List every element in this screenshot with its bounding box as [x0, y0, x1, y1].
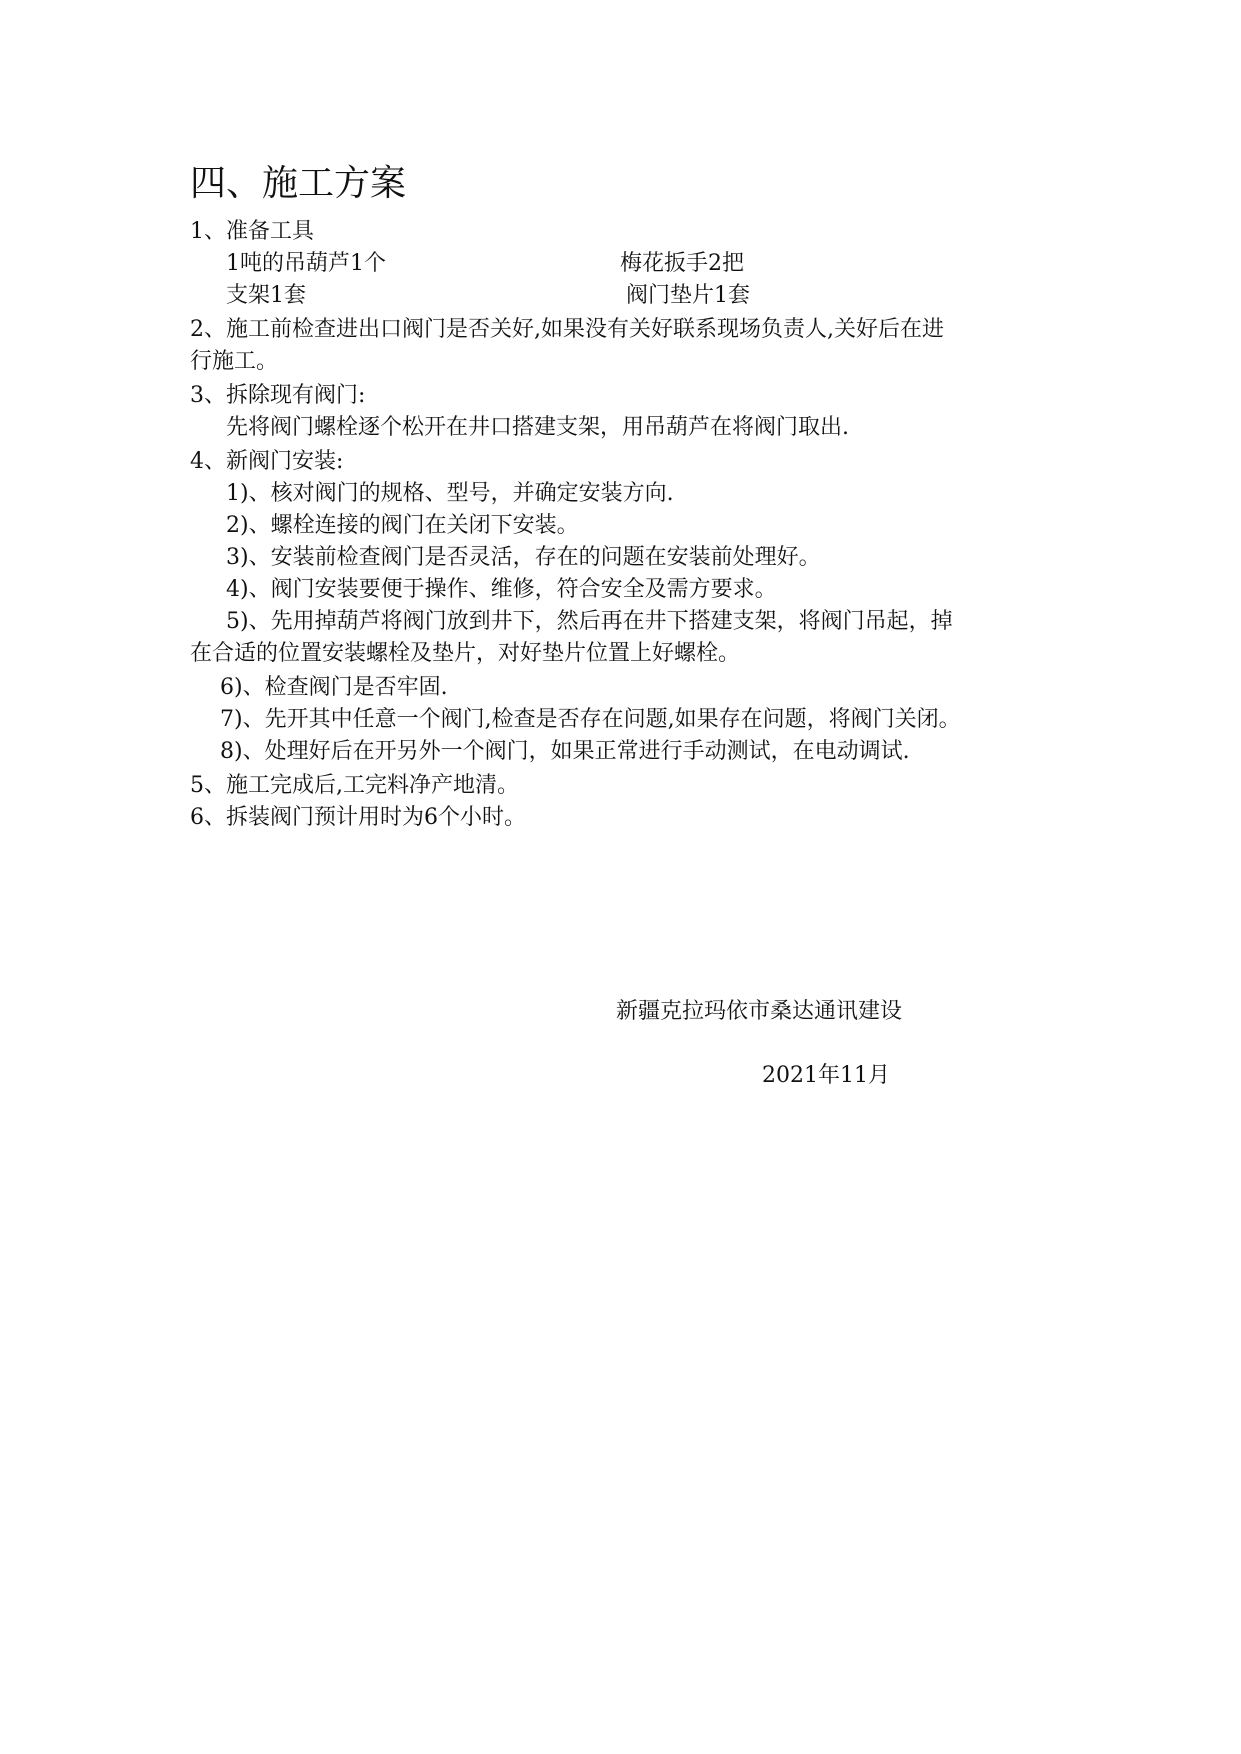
install-step: 4)、阀门安装要便于操作、维修，符合安全及需方要求。 — [226, 577, 777, 602]
section-6-text: 6、拆装阀门预计用时为6个小时。 — [190, 805, 526, 830]
page-title: 四、施工方案 — [190, 163, 407, 204]
section-3-heading: 3、拆除现有阀门: — [190, 383, 366, 408]
tool-item: 1吨的吊葫芦1个 — [226, 251, 386, 276]
install-step: 5)、先用掉葫芦将阀门放到井下，然后再在井下搭建支架，将阀门吊起，掉 — [226, 609, 953, 634]
section-2-text-continued: 行施工。 — [190, 349, 279, 374]
tool-item: 梅花扳手2把 — [620, 251, 744, 276]
install-step: 6)、检查阀门是否牢固. — [220, 675, 448, 700]
install-step: 1)、核对阀门的规格、型号，并确定安装方向. — [226, 481, 674, 506]
signature-company: 新疆克拉玛依市桑达通讯建设 — [616, 999, 903, 1024]
section-1-heading: 1、准备工具 — [190, 219, 314, 244]
tool-item: 阀门垫片1套 — [626, 283, 750, 308]
install-step: 7)、先开其中任意一个阀门,检查是否存在问题,如果存在问题，将阀门关闭。 — [220, 707, 961, 732]
install-step-continued: 在合适的位置安装螺栓及垫片，对好垫片位置上好螺栓。 — [190, 641, 741, 666]
install-step: 2)、螺栓连接的阀门在关闭下安装。 — [226, 513, 579, 538]
section-5-text: 5、施工完成后,工完料净产地清。 — [190, 773, 519, 798]
section-4-heading: 4、新阀门安装: — [190, 449, 344, 474]
install-step: 3)、安装前检查阀门是否灵活，存在的问题在安装前处理好。 — [226, 545, 821, 570]
section-2-text: 2、施工前检查进出口阀门是否关好,如果没有关好联系现场负责人,关好后在进 — [190, 317, 944, 342]
tool-item: 支架1套 — [226, 283, 306, 308]
install-step: 8)、处理好后在开另外一个阀门，如果正常进行手动测试，在电动调试. — [220, 739, 910, 764]
section-3-text: 先将阀门螺栓逐个松开在井口搭建支架，用吊葫芦在将阀门取出. — [226, 415, 849, 440]
signature-date: 2021年11月 — [762, 1063, 890, 1088]
